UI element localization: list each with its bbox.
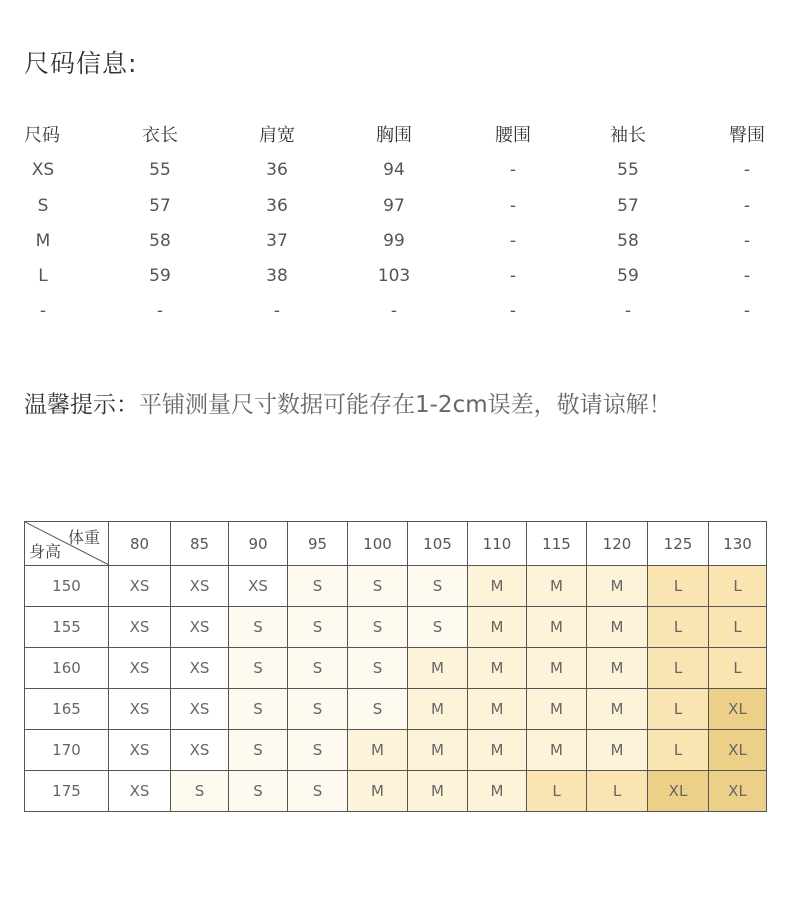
size-cell: M [348,771,408,812]
size-cell: L [527,771,587,812]
size-cell: S [229,648,288,689]
size-table-row [0,294,790,329]
size-table-header [0,118,790,153]
size-cell: S [288,689,348,730]
size-info-table [0,118,790,330]
size-cell: M [587,566,648,607]
size-table-cell: - [273,301,281,322]
size-cell: L [648,730,709,771]
weight-header-cell: 85 [171,522,229,566]
size-table-row [0,189,790,224]
size-table-cell: - [509,230,517,251]
size-table-cell: 99 [383,230,405,251]
size-table-cell: 38 [266,266,288,287]
size-cell: S [288,607,348,648]
size-cell: M [408,771,468,812]
size-cell: L [648,607,709,648]
size-cell: M [468,607,527,648]
size-table-cell: 103 [377,266,411,287]
weight-header-cell: 130 [709,522,767,566]
size-table-header-cell: 尺码 [24,125,60,146]
size-table-header-cell: 胸围 [376,125,412,146]
size-table-cell: 57 [617,195,639,216]
size-table-cell: 55 [617,160,639,181]
height-label-cell: 155 [25,607,109,648]
height-label-cell: 165 [25,689,109,730]
size-cell: L [648,648,709,689]
size-cell: S [229,771,288,812]
size-cell: S [229,730,288,771]
size-cell: S [408,607,468,648]
size-table-header-cell: 袖长 [610,125,646,146]
size-table-cell: 36 [266,160,288,181]
grid-row [25,689,767,730]
size-cell: S [408,566,468,607]
size-cell: XS [171,730,229,771]
size-cell: M [587,607,648,648]
size-cell: L [709,607,767,648]
size-table-cell: 37 [266,230,288,251]
size-cell: S [288,648,348,689]
size-table-cell: - [509,301,517,322]
size-cell: XL [709,730,767,771]
size-table-cell: M [35,230,51,251]
grid-row [25,607,767,648]
size-cell: M [527,730,587,771]
size-table-cell: - [509,160,517,181]
size-table-cell: S [37,195,49,216]
size-table-cell: 59 [149,266,171,287]
page-title: 尺码信息: [24,49,138,78]
corner-weight-label: 体重 [67,528,100,547]
size-cell: M [587,730,648,771]
size-cell: M [587,689,648,730]
size-table-cell: - [743,301,751,322]
size-cell: XS [229,566,288,607]
size-table-cell: - [39,301,47,322]
weight-header-cell: 100 [348,522,408,566]
size-table-cell: 36 [266,195,288,216]
size-cell: M [468,689,527,730]
size-cell: L [648,566,709,607]
size-cell: M [468,771,527,812]
grid-row [25,771,767,812]
size-table-cell: - [156,301,164,322]
size-table-cell: - [390,301,398,322]
corner-height-label: 身高 [29,542,62,561]
size-cell: XS [109,730,171,771]
size-table-cell: - [509,195,517,216]
size-table-cell: - [743,230,751,251]
size-table-cell: - [743,266,751,287]
size-table-row [0,224,790,259]
size-cell: XS [109,566,171,607]
weight-header-cell: 120 [587,522,648,566]
size-table-header-cell: 肩宽 [259,125,295,146]
size-table-cell: - [509,266,517,287]
size-cell: S [288,771,348,812]
size-cell: M [527,648,587,689]
size-table-header-cell: 衣长 [142,125,178,146]
height-label-cell: 150 [25,566,109,607]
size-table-cell: 58 [617,230,639,251]
size-cell: S [171,771,229,812]
size-table-cell: - [743,195,751,216]
size-cell: XS [109,648,171,689]
size-table-cell: 55 [149,160,171,181]
size-cell: S [229,689,288,730]
tip-line [24,386,672,419]
grid-row [25,566,767,607]
grid-header-row [25,522,767,566]
weight-header-cell: 110 [468,522,527,566]
size-cell: XS [171,566,229,607]
grid-row [25,648,767,689]
size-table-cell: - [624,301,632,322]
size-cell: S [348,607,408,648]
size-cell: S [348,689,408,730]
size-cell: M [587,648,648,689]
height-label-cell: 175 [25,771,109,812]
size-table-header-cell: 臀围 [729,125,765,146]
weight-header-cell: 115 [527,522,587,566]
weight-header-cell: 80 [109,522,171,566]
weight-header-cell: 105 [408,522,468,566]
tip-label: 温馨提示： [24,392,139,418]
tip-text: 平铺测量尺寸数据可能存在1-2cm误差，敬请谅解！ [139,392,672,418]
size-cell: S [348,566,408,607]
size-cell: M [348,730,408,771]
size-cell: XL [709,689,767,730]
size-recommendation-grid [24,521,767,812]
size-cell: M [527,689,587,730]
size-cell: M [468,648,527,689]
size-table-cell: - [743,160,751,181]
size-table-cell: XS [31,160,55,181]
size-cell: S [348,648,408,689]
size-cell: M [527,607,587,648]
weight-header-cell: 90 [229,522,288,566]
size-cell: XL [709,771,767,812]
size-cell: M [468,730,527,771]
size-table-cell: 97 [383,195,405,216]
size-cell: S [229,607,288,648]
size-table-cell: L [38,266,48,287]
size-table-cell: 94 [383,160,405,181]
height-label-cell: 170 [25,730,109,771]
size-cell: XS [109,607,171,648]
size-cell: M [408,689,468,730]
size-cell: L [709,648,767,689]
size-table-cell: 57 [149,195,171,216]
size-cell: M [408,730,468,771]
size-cell: M [408,648,468,689]
size-cell: M [527,566,587,607]
size-table-cell: 58 [149,230,171,251]
size-cell: XL [648,771,709,812]
size-cell: XS [171,648,229,689]
size-cell: XS [171,607,229,648]
size-cell: L [709,566,767,607]
size-cell: L [587,771,648,812]
size-cell: XS [109,771,171,812]
size-cell: XS [109,689,171,730]
grid-row [25,730,767,771]
size-table-cell: 59 [617,266,639,287]
size-table-row [0,153,790,188]
weight-header-cell: 125 [648,522,709,566]
weight-header-cell: 95 [288,522,348,566]
size-cell: S [288,730,348,771]
size-cell: M [468,566,527,607]
grid-corner-cell [25,522,109,566]
size-table-row [0,259,790,294]
height-label-cell: 160 [25,648,109,689]
size-cell: S [288,566,348,607]
size-table-header-cell: 腰围 [495,125,531,146]
size-cell: XS [171,689,229,730]
size-cell: L [648,689,709,730]
